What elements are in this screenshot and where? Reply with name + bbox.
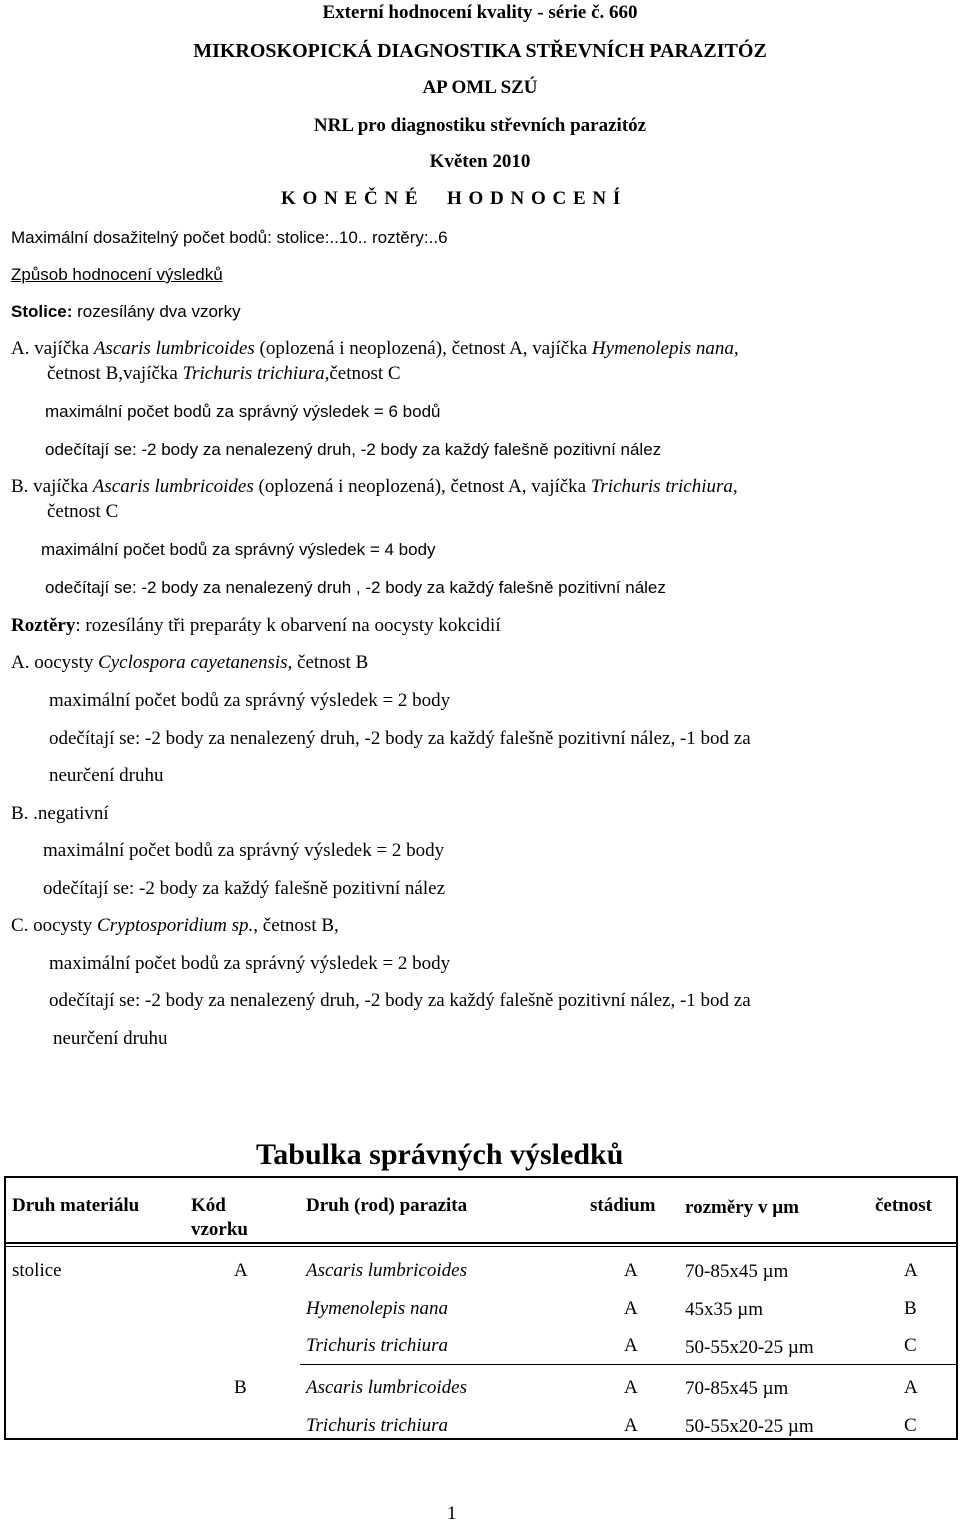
smear-text: : rozesílány tři preparáty k obarvení na oocysty kokcidií [75,615,501,636]
table-cell-stage: A [624,1335,638,1356]
stool-b-line2: četnost C [47,501,119,522]
species-trichuris: Trichuris trichiura [590,476,733,497]
smear-c-deduct2: neurčení druhu [53,1028,168,1049]
table-header-divider [6,1242,956,1244]
smear-label: Roztěry [11,615,76,636]
header-title: MIKROSKOPICKÁ DIAGNOSTIKA STŘEVNÍCH PARAZITÓZ [193,40,767,62]
table-cell-material: stolice [12,1260,62,1281]
smear-a-deduct2: neurčení druhu [49,765,164,786]
stool-b-prefix: B. vajíčka [11,476,93,497]
table-title: Tabulka správných výsledků [256,1138,624,1171]
table-cell-stage: A [624,1298,638,1319]
table-cell-stage: A [624,1260,638,1281]
header-evaluation: H O D N O C E N Í [447,188,622,209]
smear-b-max: maximální počet bodů za správný výsledek = 2 body [43,840,445,861]
header-final: K O N E Č N É [281,188,419,209]
th-size: rozměry v µm [685,1197,799,1218]
th-code1: Kód [191,1195,226,1216]
table-cell-parasite: Ascaris lumbricoides [306,1260,467,1281]
stool-a-mid: (oplozená i neoplozená), četnost A, vajíčka [254,338,592,359]
smear-b-line: B. .negativní [11,803,109,824]
table-cell-parasite: Trichuris trichiura [306,1415,448,1436]
table-cell-freq: C [904,1415,917,1436]
table-cell-stage: A [624,1377,638,1398]
table-cell-code: A [234,1260,248,1281]
method-heading: Způsob hodnocení výsledků [11,265,223,284]
smear-a-freq: četnost B [292,652,369,673]
table-cell-code: B [234,1377,247,1398]
results-table [4,1176,958,1440]
stool-intro [11,302,241,322]
smear-a-deduct: odečítají se: -2 body za nenalezený druh, -2 body za každý falešně pozitivní nález, -1 bod za [49,728,751,749]
smear-c-deduct: odečítají se: -2 body za nenalezený druh, -2 body za každý falešně pozitivní nález, -1 bod za [49,990,751,1011]
table-cell-size: 45x35 µm [685,1299,763,1320]
stool-a-line1 [11,338,739,360]
stool-a-line2 [47,363,401,385]
smear-a-line [11,652,368,674]
table-cell-freq: A [904,1377,918,1398]
header-dept: AP OML SZÚ [422,77,538,98]
species-ascaris: Ascaris lumbricoides [93,338,255,359]
th-parasite: Druh (rod) parazita [306,1195,468,1216]
stool-b-mid: (oplozená i neoplozená), četnost A, vajíčka [253,476,591,497]
stool-a-prefix: A. vajíčka [11,338,94,359]
stool-a-l2-prefix: četnost B,vajíčka [47,363,183,384]
th-stage: stádium [590,1195,656,1216]
table-row-divider [300,1364,956,1365]
species-cyclospora: Cyclospora cayetanensis, [98,652,293,673]
stool-b-comma: , [732,476,738,497]
smear-b-deduct: odečítají se: -2 body za každý falešně pozitivní nález [43,878,446,899]
header-lab: NRL pro diagnostiku střevních parazitóz [313,115,647,136]
table-cell-freq: A [904,1260,918,1281]
header-series: Externí hodnocení kvality - série č. 660 [322,2,638,23]
header-date: Květen 2010 [429,151,531,172]
stool-a-max: maximální počet bodů za správný výsledek = 6 bodů [45,402,441,421]
table-cell-freq: B [904,1298,917,1319]
table-cell-size: 50-55x20-25 µm [685,1416,814,1437]
table-cell-parasite: Ascaris lumbricoides [306,1377,467,1398]
smear-c-line [11,915,339,937]
stool-b-max: maximální počet bodů za správný výsledek = 4 body [41,540,436,559]
smear-c-prefix: C. oocysty [11,915,98,936]
smear-c-max: maximální počet bodů za správný výsledek = 2 body [49,953,451,974]
th-freq: četnost [875,1195,932,1216]
species-hymenolepis: Hymenolepis nana, [591,338,739,359]
table-cell-size: 50-55x20-25 µm [685,1337,814,1358]
stool-a-l2-freq: četnost C [329,363,401,384]
th-material: Druh materiálu [12,1195,140,1216]
table-cell-stage: A [624,1415,638,1436]
table-cell-size: 70-85x45 µm [685,1261,789,1282]
stool-b-line1 [11,476,738,498]
species-ascaris: Ascaris lumbricoides [92,476,254,497]
stool-text: rozesílány dva vzorky [72,302,241,321]
species-cryptosporidium: Cryptosporidium sp. [97,915,254,936]
smear-intro [11,615,501,637]
stool-label: Stolice: [11,302,73,321]
table-cell-size: 70-85x45 µm [685,1378,789,1399]
table-cell-parasite: Trichuris trichiura [306,1335,448,1356]
smear-a-prefix: A. oocysty [11,652,99,673]
stool-a-deduct: odečítají se: -2 body za nenalezený druh, -2 body za každý falešně pozitivní nález [45,440,662,459]
th-code2: vzorku [191,1219,248,1240]
stool-b-deduct: odečítají se: -2 body za nenalezený druh , -2 body za každý falešně pozitivní nález [45,578,666,597]
smear-c-freq: , četnost B, [253,915,339,936]
table-header-divider-inner [6,1246,956,1247]
max-points: Maximální dosažitelný počet bodů: stolice:..10.. roztěry:..6 [11,228,448,247]
table-cell-parasite: Hymenolepis nana [306,1298,448,1319]
page-number: 1 [447,1503,457,1524]
species-trichuris: Trichuris trichiura, [182,363,330,384]
table-cell-freq: C [904,1335,917,1356]
smear-a-max: maximální počet bodů za správný výsledek = 2 body [49,690,451,711]
